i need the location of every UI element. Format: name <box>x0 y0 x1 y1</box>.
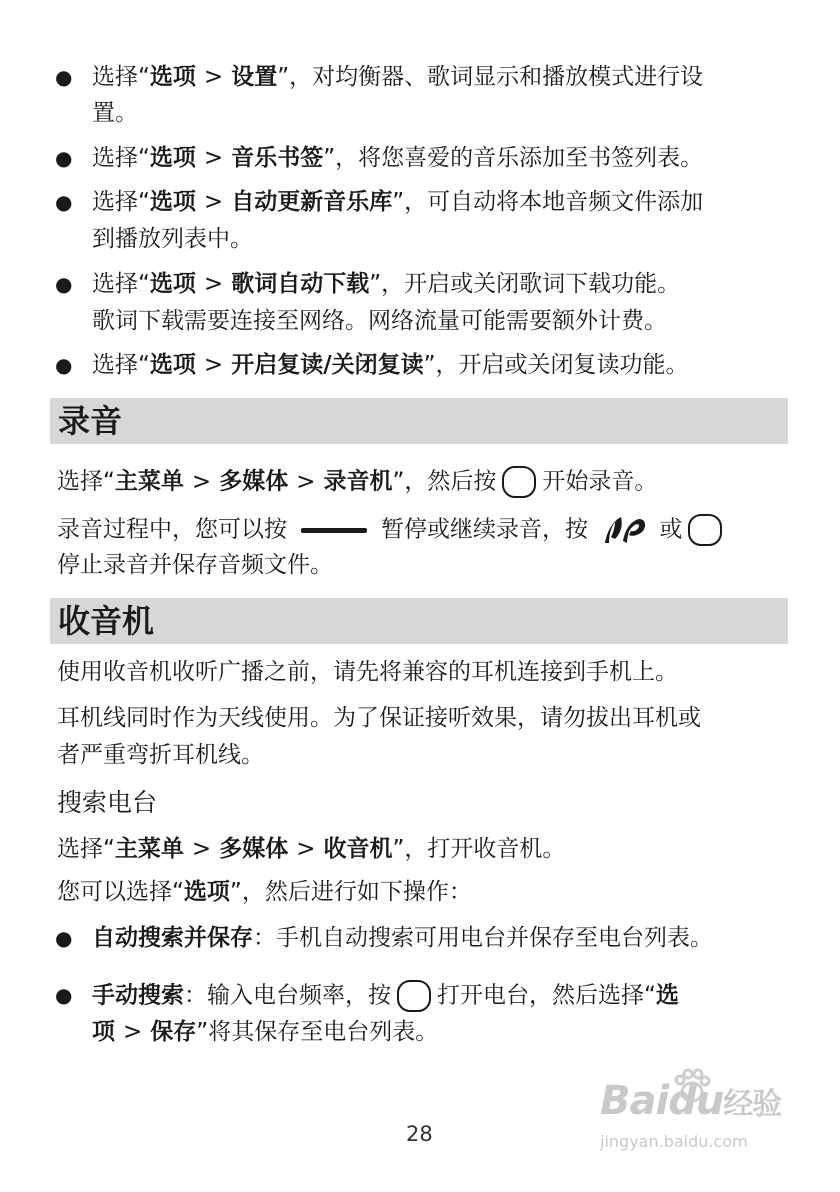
end-call-key-icon <box>601 513 649 547</box>
baidu-watermark <box>600 1068 790 1168</box>
section-title: 录音 <box>58 402 123 440</box>
subsection-title: 搜索电台 <box>57 788 158 817</box>
list-item: 自动搜索并保存：手机自动搜索可用电台并保存至电台列表。 <box>92 925 713 951</box>
section-title: 收音机 <box>58 602 155 640</box>
bullet-dot: ● <box>55 353 73 377</box>
section-header-recording <box>50 398 788 444</box>
bullet-dot: ● <box>55 65 73 89</box>
radio-paragraph: 耳机线同时作为天线使用。为了保证接听效果，请勿拔出耳机或 <box>57 705 701 731</box>
ok-key-icon <box>688 514 722 546</box>
list-item: 选择“选项 > 自动更新音乐库”，可自动将本地音频文件添加 <box>92 189 704 215</box>
radio-options-intro: 您可以选择“选项”，然后进行如下操作： <box>57 879 472 905</box>
watermark-logo: Baidu经验 <box>600 1078 782 1124</box>
bullet-dot: ● <box>55 926 73 950</box>
list-item: 选择“选项 > 歌词自动下载”，开启或关闭歌词下载功能。 <box>92 271 681 297</box>
list-item-continuation: 到播放列表中。 <box>92 226 253 252</box>
list-item-continuation: 置。 <box>92 100 138 126</box>
bullet-dot: ● <box>55 190 73 214</box>
ok-key-icon <box>397 980 431 1012</box>
recording-pause-text: 录音过程中，您可以按 暂停或继续录音，按 或 <box>57 513 728 547</box>
bullet-dot: ● <box>55 146 73 170</box>
list-item: 选择“选项 > 设置”，对均衡器、歌词显示和播放模式进行设 <box>92 64 704 90</box>
list-item-continuation: 歌词下载需要连接至网络。网络流量可能需要额外计费。 <box>92 308 667 334</box>
list-item-continuation: 项 > 保存”将其保存至电台列表。 <box>92 1019 439 1045</box>
bullet-dot: ● <box>55 272 73 296</box>
list-item: 选择“选项 > 开启复读/关闭复读”，开启或关闭复读功能。 <box>92 352 689 378</box>
radio-instruction: 选择“主菜单 > 多媒体 > 收音机”，打开收音机。 <box>57 836 566 862</box>
section-header-radio <box>50 598 788 644</box>
ok-key-icon <box>502 466 536 498</box>
watermark-url: jingyan.baidu.com <box>600 1132 748 1151</box>
bullet-dot: ● <box>55 983 73 1007</box>
recording-instruction: 选择“主菜单 > 多媒体 > 录音机”，然后按 开始录音。 <box>57 466 657 498</box>
list-item: 选择“选项 > 音乐书签”，将您喜爱的音乐添加至书签列表。 <box>92 145 704 171</box>
recording-stop-text: 停止录音并保存音频文件。 <box>57 552 333 578</box>
page-number: 28 <box>406 1122 433 1146</box>
radio-paragraph: 使用收音机收听广播之前，请先将兼容的耳机连接到手机上。 <box>57 659 678 685</box>
list-item: 手动搜索：输入电台频率，按 打开电台，然后选择“选 <box>92 980 679 1012</box>
radio-paragraph-continuation: 者严重弯折耳机线。 <box>57 742 264 768</box>
minus-key-icon <box>301 528 367 533</box>
